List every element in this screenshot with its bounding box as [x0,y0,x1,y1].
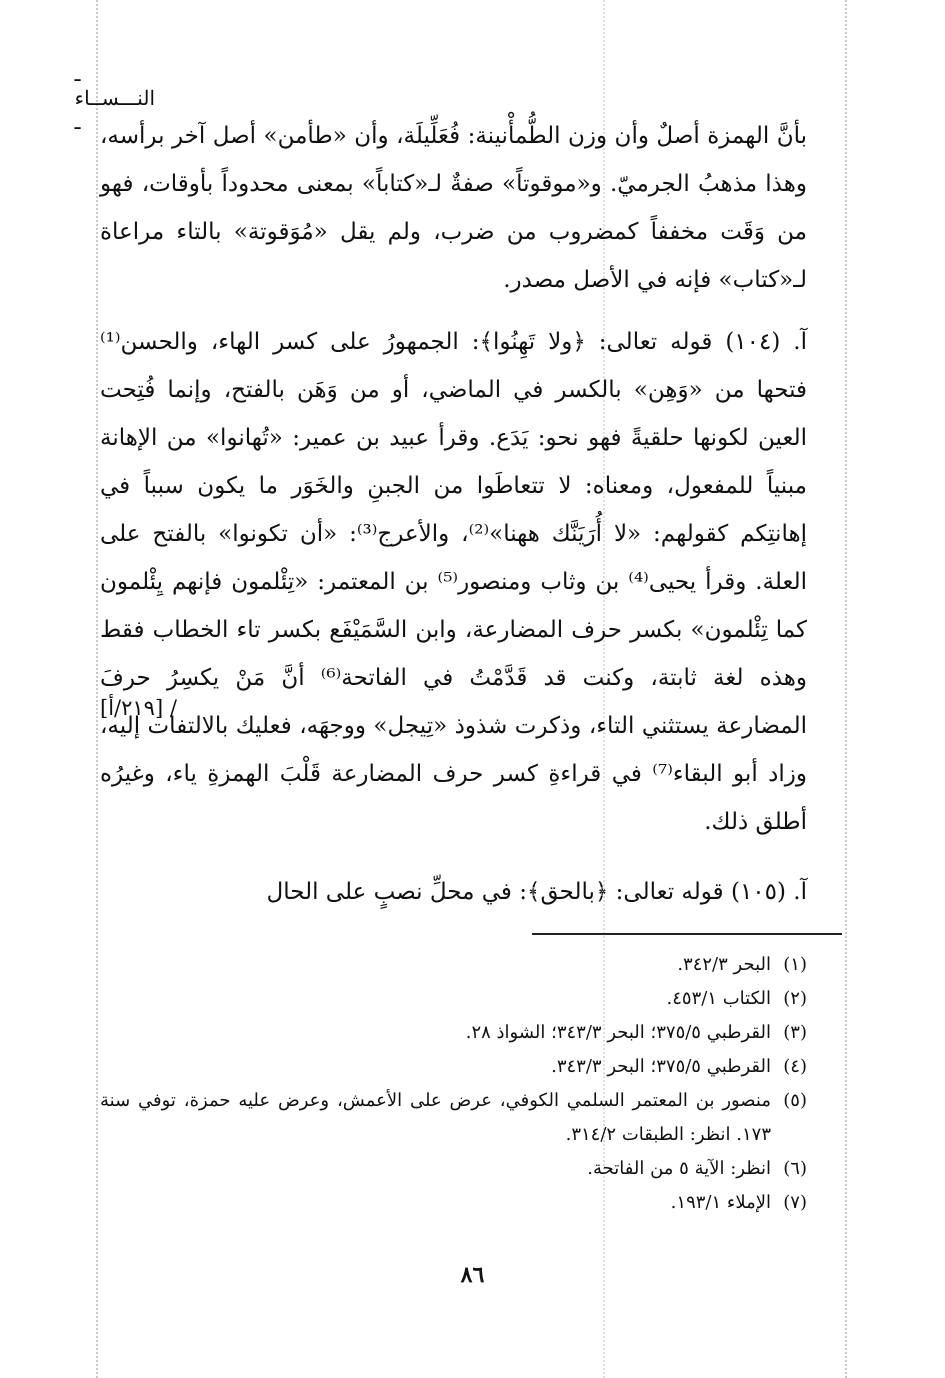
footnote-number: (١) [783,954,807,975]
footnote-number: (٥) [783,1090,807,1111]
running-title: ـ النـــســاء ـ [74,62,155,134]
footnote-number: (٢) [783,988,807,1009]
footnote-text: البحر ٣٤٢/٣. [677,954,771,975]
footnote-text: القرطبي ٣٧٥/٥؛ البحر ٣٤٣/٣. [551,1056,771,1077]
page-number: ٨٦ [460,1262,485,1288]
footnote-number: (٣) [783,1022,807,1043]
footnote-item [100,1016,807,1050]
paragraph-2: آ. (١٠٤) قوله تعالى: ﴿ولا تَهِنُوا﴾: الجمهورُ على كسر الهاء، والحسن⁽¹⁾ فتحها من «وَهِن» بالكسر في الماضي، أو من وَهَن بالفتح، وإنما فُتِحت العين لكونها حلقيةً فهو نحو: يَدَع. وقرأ عبيد بن عمير: «تُهانوا» من الإهانة مبنياً للمفعول، ومعناه: لا تتعاطَوا من الجبنِ والخَوَر ما يكون سبباً في إهانتِكم كقولهم: «لا أُرَيَنَّك ههنا»⁽²⁾، والأعرج⁽³⁾: «أن تكونوا» بالفتح على العلة. وقرأ يحيى⁽⁴⁾ بن وثاب ومنصور⁽⁵⁾ بن المعتمر: «تِئْلمون فإنهم يِئْلمون كما تِئْلمون» بكسر حرف المضارعة، وابن السَّمَيْفَع بكسر تاء الخطاب فقط وهذه لغة ثابتة، وكنت قد قَدَّمْتُ في الفاتحة⁽⁶⁾ أنَّ مَنْ يكسِرُ حرفَ المضارعة يستثني التاء، وذكرت شذوذ «تِيجل» ووجهَه، فعليك بالالتفات إليه، وزاد أبو البقاء⁽⁷⁾ في قراءةِ كسر حرف المضارعة قَلْبَ الهمزةِ ياء، وغيرُه أطلق ذلك. [100,329,807,835]
footnote-text: انظر: الآية ٥ من الفاتحة. [587,1158,771,1179]
footnote-text: الكتاب ٤٥٣/١. [666,988,771,1009]
footnote-text: منصور بن المعتمر السلمي الكوفي، عرض على الأعمش، وعرض عليه حمزة، توفي سنة ١٧٣. انظر: الطبقات ٣١٤/٢. [100,1090,771,1145]
footnote-text: القرطبي ٣٧٥/٥؛ البحر ٣٤٣/٣؛ الشواذ ٢٨. [465,1022,771,1043]
left-margin-guide [96,0,98,1378]
footnote-item [100,1084,807,1152]
footnote-separator [532,933,842,935]
footnote-item [100,1050,807,1084]
footnote-number: (٧) [783,1192,807,1213]
right-margin-guide [845,0,847,1378]
footnote-number: (٤) [783,1056,807,1077]
footnote-number: (٦) [783,1158,807,1179]
footnote-item [100,948,807,982]
footnote-text: الإملاء ١٩٣/١. [670,1192,771,1213]
paragraph-3: آ. (١٠٥) قوله تعالى: ﴿بالحق﴾: في محلِّ نصبٍ على الحال [266,879,807,905]
main-text [100,112,807,916]
folio-margin-note: [٢١٩/أ] / [100,696,177,720]
footnote-item [100,1152,807,1186]
footnotes [100,948,807,1220]
footnote-item [100,982,807,1016]
footnote-item [100,1186,807,1220]
paragraph-1: بأنَّ الهمزة أصلٌ وأن وزن الطُّمأْنينة: فُعَلِّيلَة، وأن «طأمن» أصل آخر برأسه، وهذا مذهبُ الجرميّ. و«موقوتاً» صفةٌ لـ«كتاباً» بمعنى محدوداً بأوقات، فهو من وَقَت مخففاً كمضروب من ضرب، ولم يقل «مُوَقوتة» بالتاء مراعاة لـ«كتاب» فإنه في الأصل مصدر. [100,123,807,293]
